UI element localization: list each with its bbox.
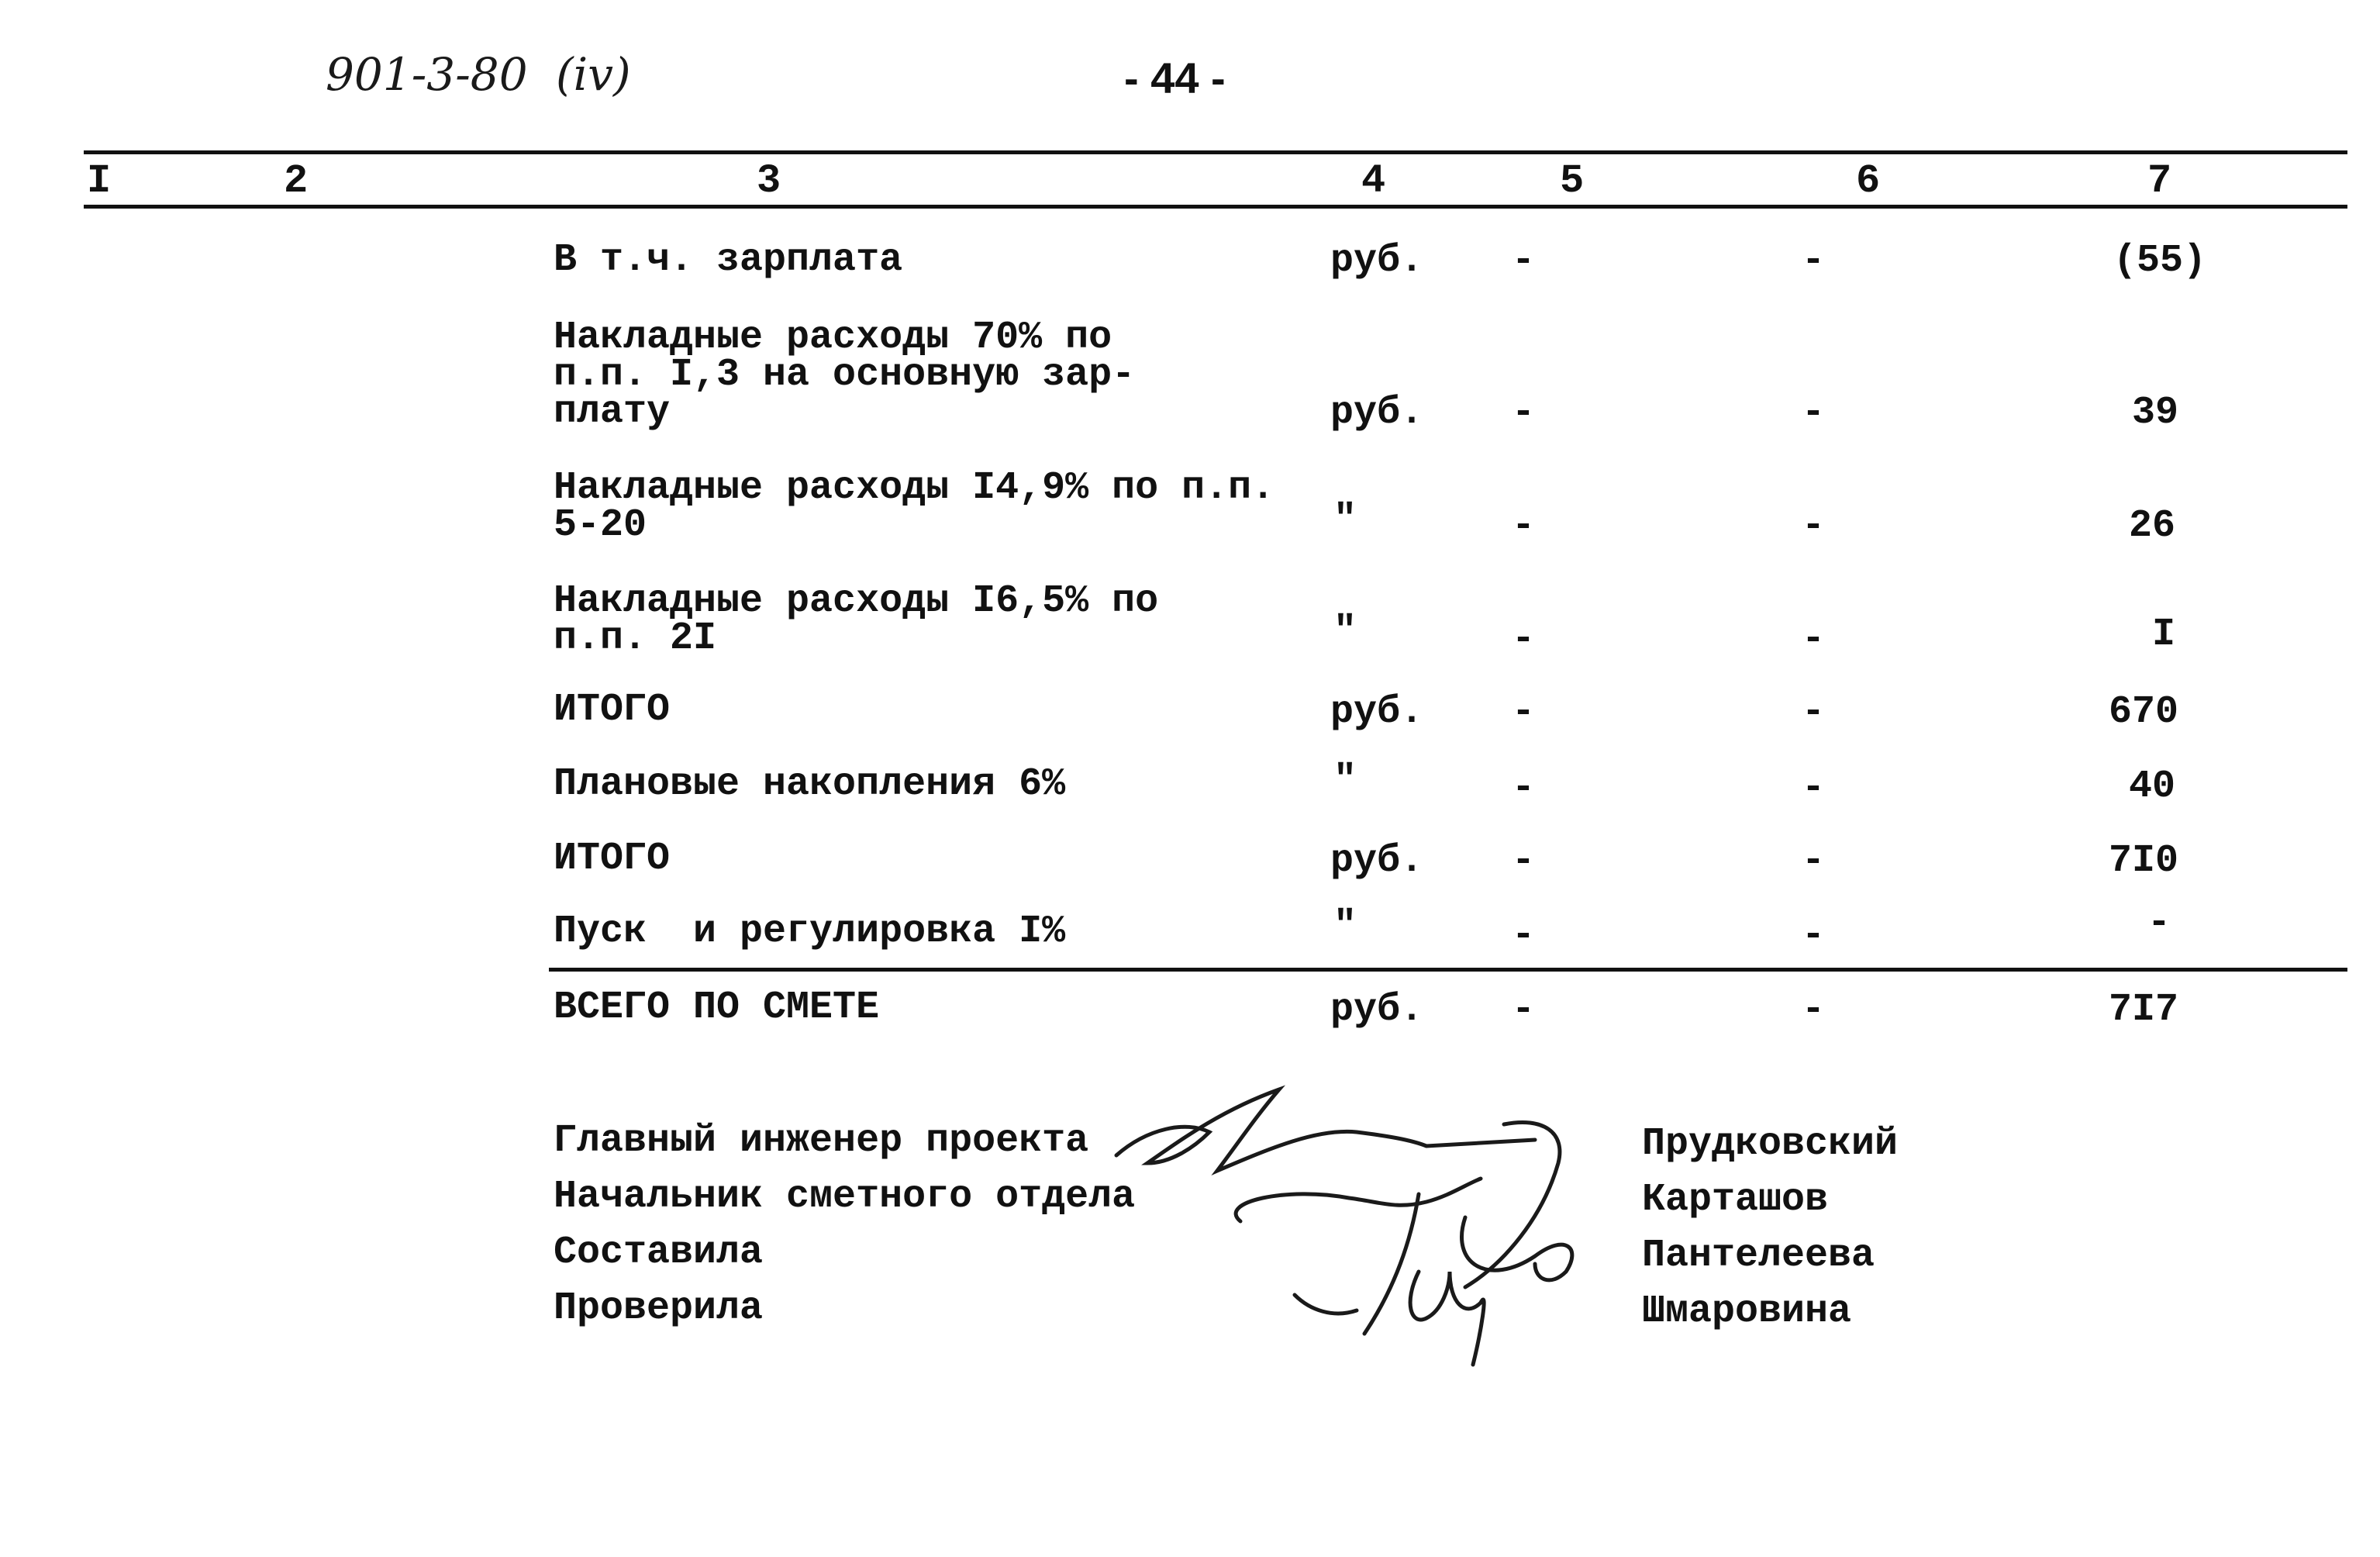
row-col7: 670 xyxy=(2108,690,2178,734)
row-description: В т.ч. зарплата xyxy=(554,238,903,282)
col-header-5: 5 xyxy=(1560,158,1585,204)
name-compiled-by: Пантелеева xyxy=(1642,1234,1875,1278)
row-col7: - xyxy=(2147,901,2171,945)
row-col6: - xyxy=(1802,988,1826,1032)
table-header-rule xyxy=(84,205,2347,209)
row-col6: - xyxy=(1802,617,1826,661)
total-rule xyxy=(549,968,2347,972)
row-col6: - xyxy=(1802,766,1826,810)
volume-mark: (iv) xyxy=(556,48,631,101)
row-col5: - xyxy=(1512,988,1536,1032)
row-col5: - xyxy=(1512,391,1536,435)
col-header-3: 3 xyxy=(757,158,781,204)
role-estimate-head: Начальник сметного отдела xyxy=(554,1175,1136,1219)
col-header-2: 2 xyxy=(284,158,309,204)
doc-code: 901-3-80 xyxy=(326,48,528,101)
row-col7: 40 xyxy=(2128,765,2175,809)
row-col5: - xyxy=(1512,766,1536,810)
row-description: ИТОГО xyxy=(554,837,671,881)
row-col6: - xyxy=(1802,839,1826,883)
row-description: Накладные расходы I6,5% по п.п. 2I xyxy=(554,579,1159,661)
row-col5: - xyxy=(1512,839,1536,883)
row-col5: - xyxy=(1512,504,1536,548)
row-unit: руб. xyxy=(1330,391,1424,435)
row-unit: руб. xyxy=(1330,690,1424,734)
col-header-6: 6 xyxy=(1856,158,1881,204)
row-col7: 7I7 xyxy=(2108,988,2178,1032)
col-header-7: 7 xyxy=(2147,158,2172,204)
row-unit: " xyxy=(1333,758,1357,803)
row-unit: руб. xyxy=(1330,239,1424,283)
row-col6: - xyxy=(1802,391,1826,435)
role-compiled-by: Составила xyxy=(554,1231,764,1275)
name-chief-engineer: Прудковский xyxy=(1642,1122,1899,1166)
row-col7: (55) xyxy=(2113,239,2206,283)
page-number: - 44 - xyxy=(1124,54,1226,102)
row-col7: 7I0 xyxy=(2108,839,2178,883)
row-col6: - xyxy=(1802,690,1826,734)
row-description: Накладные расходы 70% по п.п. I,3 на основную зар- плату xyxy=(554,316,1136,434)
row-unit: " xyxy=(1333,904,1357,948)
row-col6: - xyxy=(1802,504,1826,548)
row-description: ВСЕГО ПО СМЕТЕ xyxy=(554,986,880,1030)
name-checked-by: Шмаровина xyxy=(1642,1289,1852,1334)
col-header-1: I xyxy=(87,158,112,204)
row-col6: - xyxy=(1802,913,1826,958)
row-unit: " xyxy=(1333,498,1357,542)
row-unit: " xyxy=(1333,609,1357,654)
row-col7: 26 xyxy=(2128,504,2175,548)
signature-roles xyxy=(554,1113,1135,1337)
table-top-rule xyxy=(84,150,2347,154)
row-unit: руб. xyxy=(1330,839,1424,883)
row-col5: - xyxy=(1512,617,1536,661)
handwritten-signatures xyxy=(1101,1055,1644,1380)
row-col5: - xyxy=(1512,690,1536,734)
role-chief-engineer: Главный инженер проекта xyxy=(554,1119,1089,1163)
row-col6: - xyxy=(1802,239,1826,283)
row-description: Накладные расходы I4,9% по п.п. 5-20 xyxy=(554,466,1275,547)
col-header-4: 4 xyxy=(1361,158,1386,204)
row-col5: - xyxy=(1512,239,1536,283)
signature-names xyxy=(1642,1117,1898,1340)
row-col7: 39 xyxy=(2131,391,2178,435)
document-code xyxy=(326,48,631,101)
row-col5: - xyxy=(1512,913,1536,958)
row-description: ИТОГО xyxy=(554,688,671,732)
row-description: Плановые накопления 6% xyxy=(554,762,1066,806)
row-description: Пуск и регулировка I% xyxy=(554,910,1066,954)
row-unit: руб. xyxy=(1330,988,1424,1032)
name-estimate-head: Карташов xyxy=(1642,1178,1829,1222)
row-col7: I xyxy=(2151,613,2175,657)
role-checked-by: Проверила xyxy=(554,1286,764,1331)
